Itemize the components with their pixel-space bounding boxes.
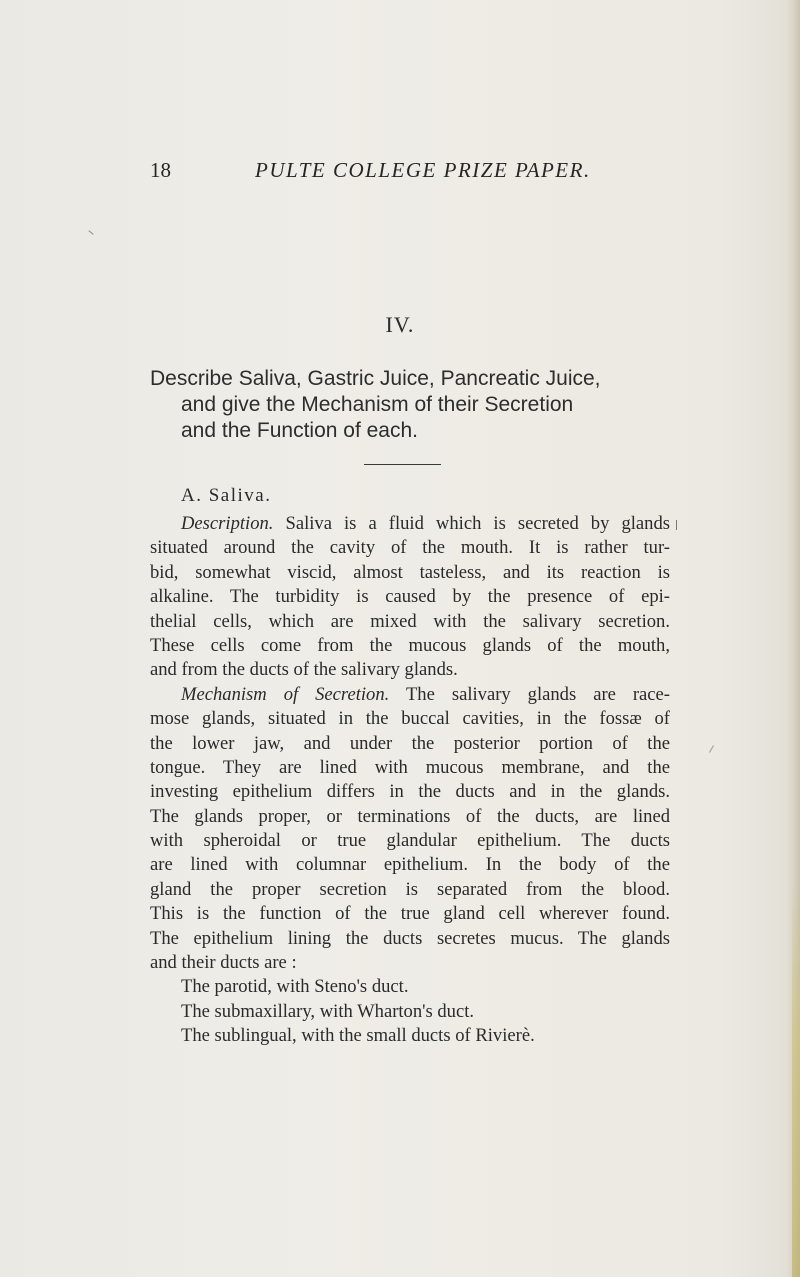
gland-item: The submaxillary, with Wharton's duct. xyxy=(181,1000,475,1022)
running-head xyxy=(150,158,650,184)
text-line xyxy=(150,683,670,707)
question-line: and give the Mechanism of their Secretion xyxy=(181,393,574,416)
section-numeral: IV. xyxy=(385,312,415,337)
subsection-heading: A. Saliva. xyxy=(181,485,272,506)
text-line: gland the proper secretion is separated from the blood. xyxy=(150,878,670,900)
text-line: The glands proper, or terminations of the ducts, are lined xyxy=(150,805,670,827)
text-line: are lined with columnar epithelium. In the body of the xyxy=(150,854,670,876)
text-line: and their ducts are : xyxy=(150,952,297,974)
text-line: mose glands, situated in the buccal cavities, in the fossæ of xyxy=(150,708,670,730)
text-line: The epithelium lining the ducts secretes mucus. The glands xyxy=(150,927,670,949)
text-line: alkaline. The turbidity is caused by the presence of epi- xyxy=(150,586,670,608)
body-text xyxy=(150,512,670,1049)
description-lead: Description. xyxy=(181,513,274,534)
page-edge-accent xyxy=(792,880,800,1277)
text-line: bid, somewhat viscid, almost tasteless, and its reaction is xyxy=(150,561,670,583)
page-number: 18 xyxy=(150,158,171,182)
text-line: investing epithelium differs in the ducts and in the glands. xyxy=(150,781,670,803)
text-line xyxy=(150,512,670,536)
question-line: Describe Saliva, Gastric Juice, Pancreatic Juice, xyxy=(150,367,601,390)
text-line: This is the function of the true gland cell wherever found. xyxy=(150,903,670,925)
text-line: and from the ducts of the salivary glands. xyxy=(150,659,458,681)
gland-item: The sublingual, with the small ducts of Rivierè. xyxy=(181,1025,535,1047)
mechanism-first-line: The salivary glands are race- xyxy=(405,683,671,705)
mechanism-lead: Mechanism of Secretion. xyxy=(181,683,390,705)
text-line: situated around the cavity of the mouth. It is rather tur- xyxy=(150,537,670,559)
section-question xyxy=(150,366,670,444)
question-line: and the Function of each. xyxy=(181,419,418,442)
text-line: the lower jaw, and under the posterior portion of the xyxy=(150,732,670,754)
text-line: thelial cells, which are mixed with the salivary secretion. xyxy=(150,610,670,632)
margin-mark xyxy=(676,520,677,530)
margin-mark xyxy=(709,745,714,752)
running-head-title: PULTE COLLEGE PRIZE PAPER. xyxy=(255,158,591,182)
gland-item: The parotid, with Steno's duct. xyxy=(181,976,409,998)
section-divider xyxy=(364,464,441,465)
text-line: tongue. They are lined with mucous membrane, and the xyxy=(150,756,670,778)
text-line: These cells come from the mucous glands of the mouth, xyxy=(150,634,670,656)
text-line: with spheroidal or true glandular epithelium. The ducts xyxy=(150,830,670,852)
stray-mark xyxy=(88,230,93,235)
description-first-line: Saliva is a fluid which is secreted by glands xyxy=(285,513,670,534)
